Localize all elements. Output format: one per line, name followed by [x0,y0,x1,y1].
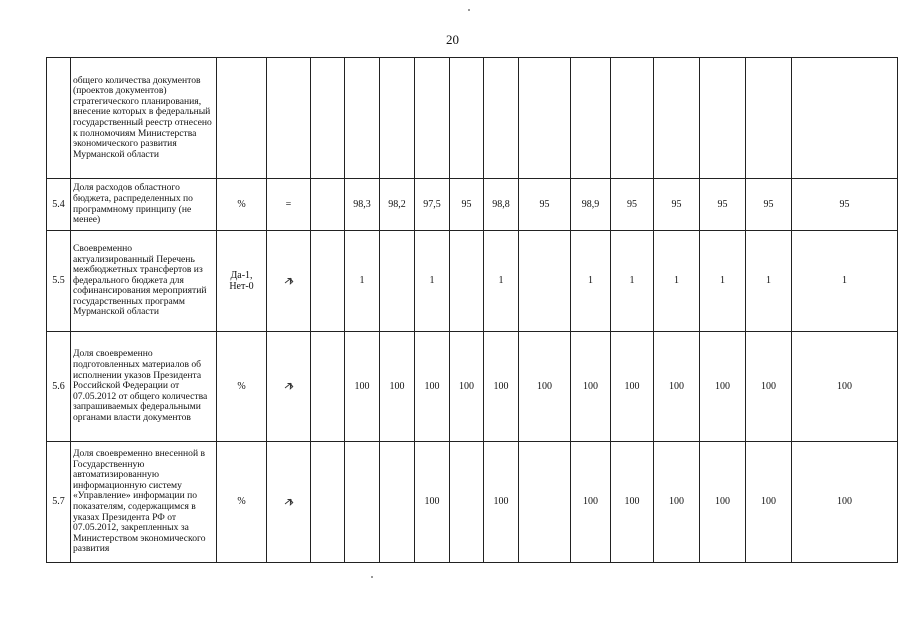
indicator-trend [267,231,311,332]
page-number: 20 [446,32,459,47]
indicator-number [47,58,71,179]
value-cell: 1 [746,231,792,332]
table-row [47,231,898,332]
value-cell [519,58,571,179]
value-cell: 98,2 [380,179,415,231]
value-cell-spacer [311,442,345,563]
indicator-name: Своевременно актуализированный Перечень межбюджетных трансфертов из федерального бюджета для софинансирования мероприятий государственных программ Мурманской области [71,231,217,332]
value-cell: 100 [450,332,484,442]
value-cell: 98,3 [345,179,380,231]
value-cell: 100 [611,442,654,563]
indicator-name: Доля расходов областного бюджета, распределенных по программному принципу (не менее) [71,179,217,231]
indicator-number: 5.6 [47,332,71,442]
scan-speck [468,9,470,11]
value-cell [571,58,611,179]
value-cell: 97,5 [415,179,450,231]
value-cell: 100 [611,332,654,442]
value-cell [746,58,792,179]
value-cell: 100 [700,442,746,563]
indicator-name: Доля своевременно внесенной в Государственную автоматизированную информационную систему «Управление» информации по показателям, содержащимся в указах Президента РФ от 07.05.2012, закрепленных за Министерством экономического развития [71,442,217,563]
indicator-number: 5.5 [47,231,71,332]
value-cell: 1 [700,231,746,332]
value-cell: 95 [611,179,654,231]
value-cell [415,58,450,179]
value-cell: 95 [700,179,746,231]
value-cell: 1 [415,231,450,332]
value-cell [450,442,484,563]
indicator-number: 5.4 [47,179,71,231]
value-cell [484,58,519,179]
value-cell: 95 [519,179,571,231]
value-cell: 100 [571,332,611,442]
value-cell [380,231,415,332]
indicator-name: Доля своевременно подготовленных материалов об исполнении указов Президента Российской Федерации от 07.05.2012 от общего количества запрашиваемых федеральными органами власти документов [71,332,217,442]
indicator-unit: % [217,179,267,231]
indicator-trend [267,58,311,179]
value-cell: 100 [792,442,898,563]
value-cell: 100 [654,332,700,442]
value-cell-spacer [311,231,345,332]
indicator-unit: % [217,442,267,563]
scan-speck [371,576,373,578]
value-cell [345,442,380,563]
value-cell: 1 [345,231,380,332]
value-cell: 100 [345,332,380,442]
value-cell [380,58,415,179]
value-cell [700,58,746,179]
value-cell: 100 [415,332,450,442]
value-cell [654,58,700,179]
table-row [47,179,898,231]
value-cell-spacer [311,332,345,442]
value-cell: 100 [519,332,571,442]
indicator-trend [267,332,311,442]
table-row [47,58,898,179]
value-cell [380,442,415,563]
indicator-number: 5.7 [47,442,71,563]
value-cell: 95 [746,179,792,231]
indicator-unit: Да-1, Нет-0 [217,231,267,332]
arrow-up-right-icon [284,498,294,506]
value-cell: 95 [450,179,484,231]
value-cell [450,58,484,179]
value-cell: 1 [792,231,898,332]
indicator-unit: % [217,332,267,442]
value-cell [519,231,571,332]
arrow-up-right-icon [284,277,294,285]
indicator-unit [217,58,267,179]
indicator-name: общего количества документов (проектов документов) стратегического планирования, внесение которых в федеральный государственный реестр отнесено к полномочиям Министерства экономического развития Мурманской области [71,58,217,179]
indicators-table [46,57,898,563]
table-row [47,332,898,442]
value-cell [611,58,654,179]
value-cell [311,58,345,179]
indicator-trend: = [267,179,311,231]
value-cell-spacer [311,179,345,231]
value-cell: 1 [611,231,654,332]
value-cell [519,442,571,563]
value-cell: 98,9 [571,179,611,231]
table-row [47,442,898,563]
value-cell: 100 [792,332,898,442]
value-cell: 1 [484,231,519,332]
value-cell: 98,8 [484,179,519,231]
value-cell: 100 [654,442,700,563]
value-cell: 100 [484,442,519,563]
value-cell [450,231,484,332]
value-cell: 100 [380,332,415,442]
value-cell [345,58,380,179]
value-cell: 100 [746,442,792,563]
indicator-trend [267,442,311,563]
value-cell [792,58,898,179]
value-cell: 100 [746,332,792,442]
value-cell: 95 [654,179,700,231]
value-cell: 100 [415,442,450,563]
value-cell: 100 [700,332,746,442]
value-cell: 1 [654,231,700,332]
value-cell: 100 [484,332,519,442]
value-cell: 95 [792,179,898,231]
arrow-up-right-icon [284,382,294,390]
value-cell: 100 [571,442,611,563]
value-cell: 1 [571,231,611,332]
